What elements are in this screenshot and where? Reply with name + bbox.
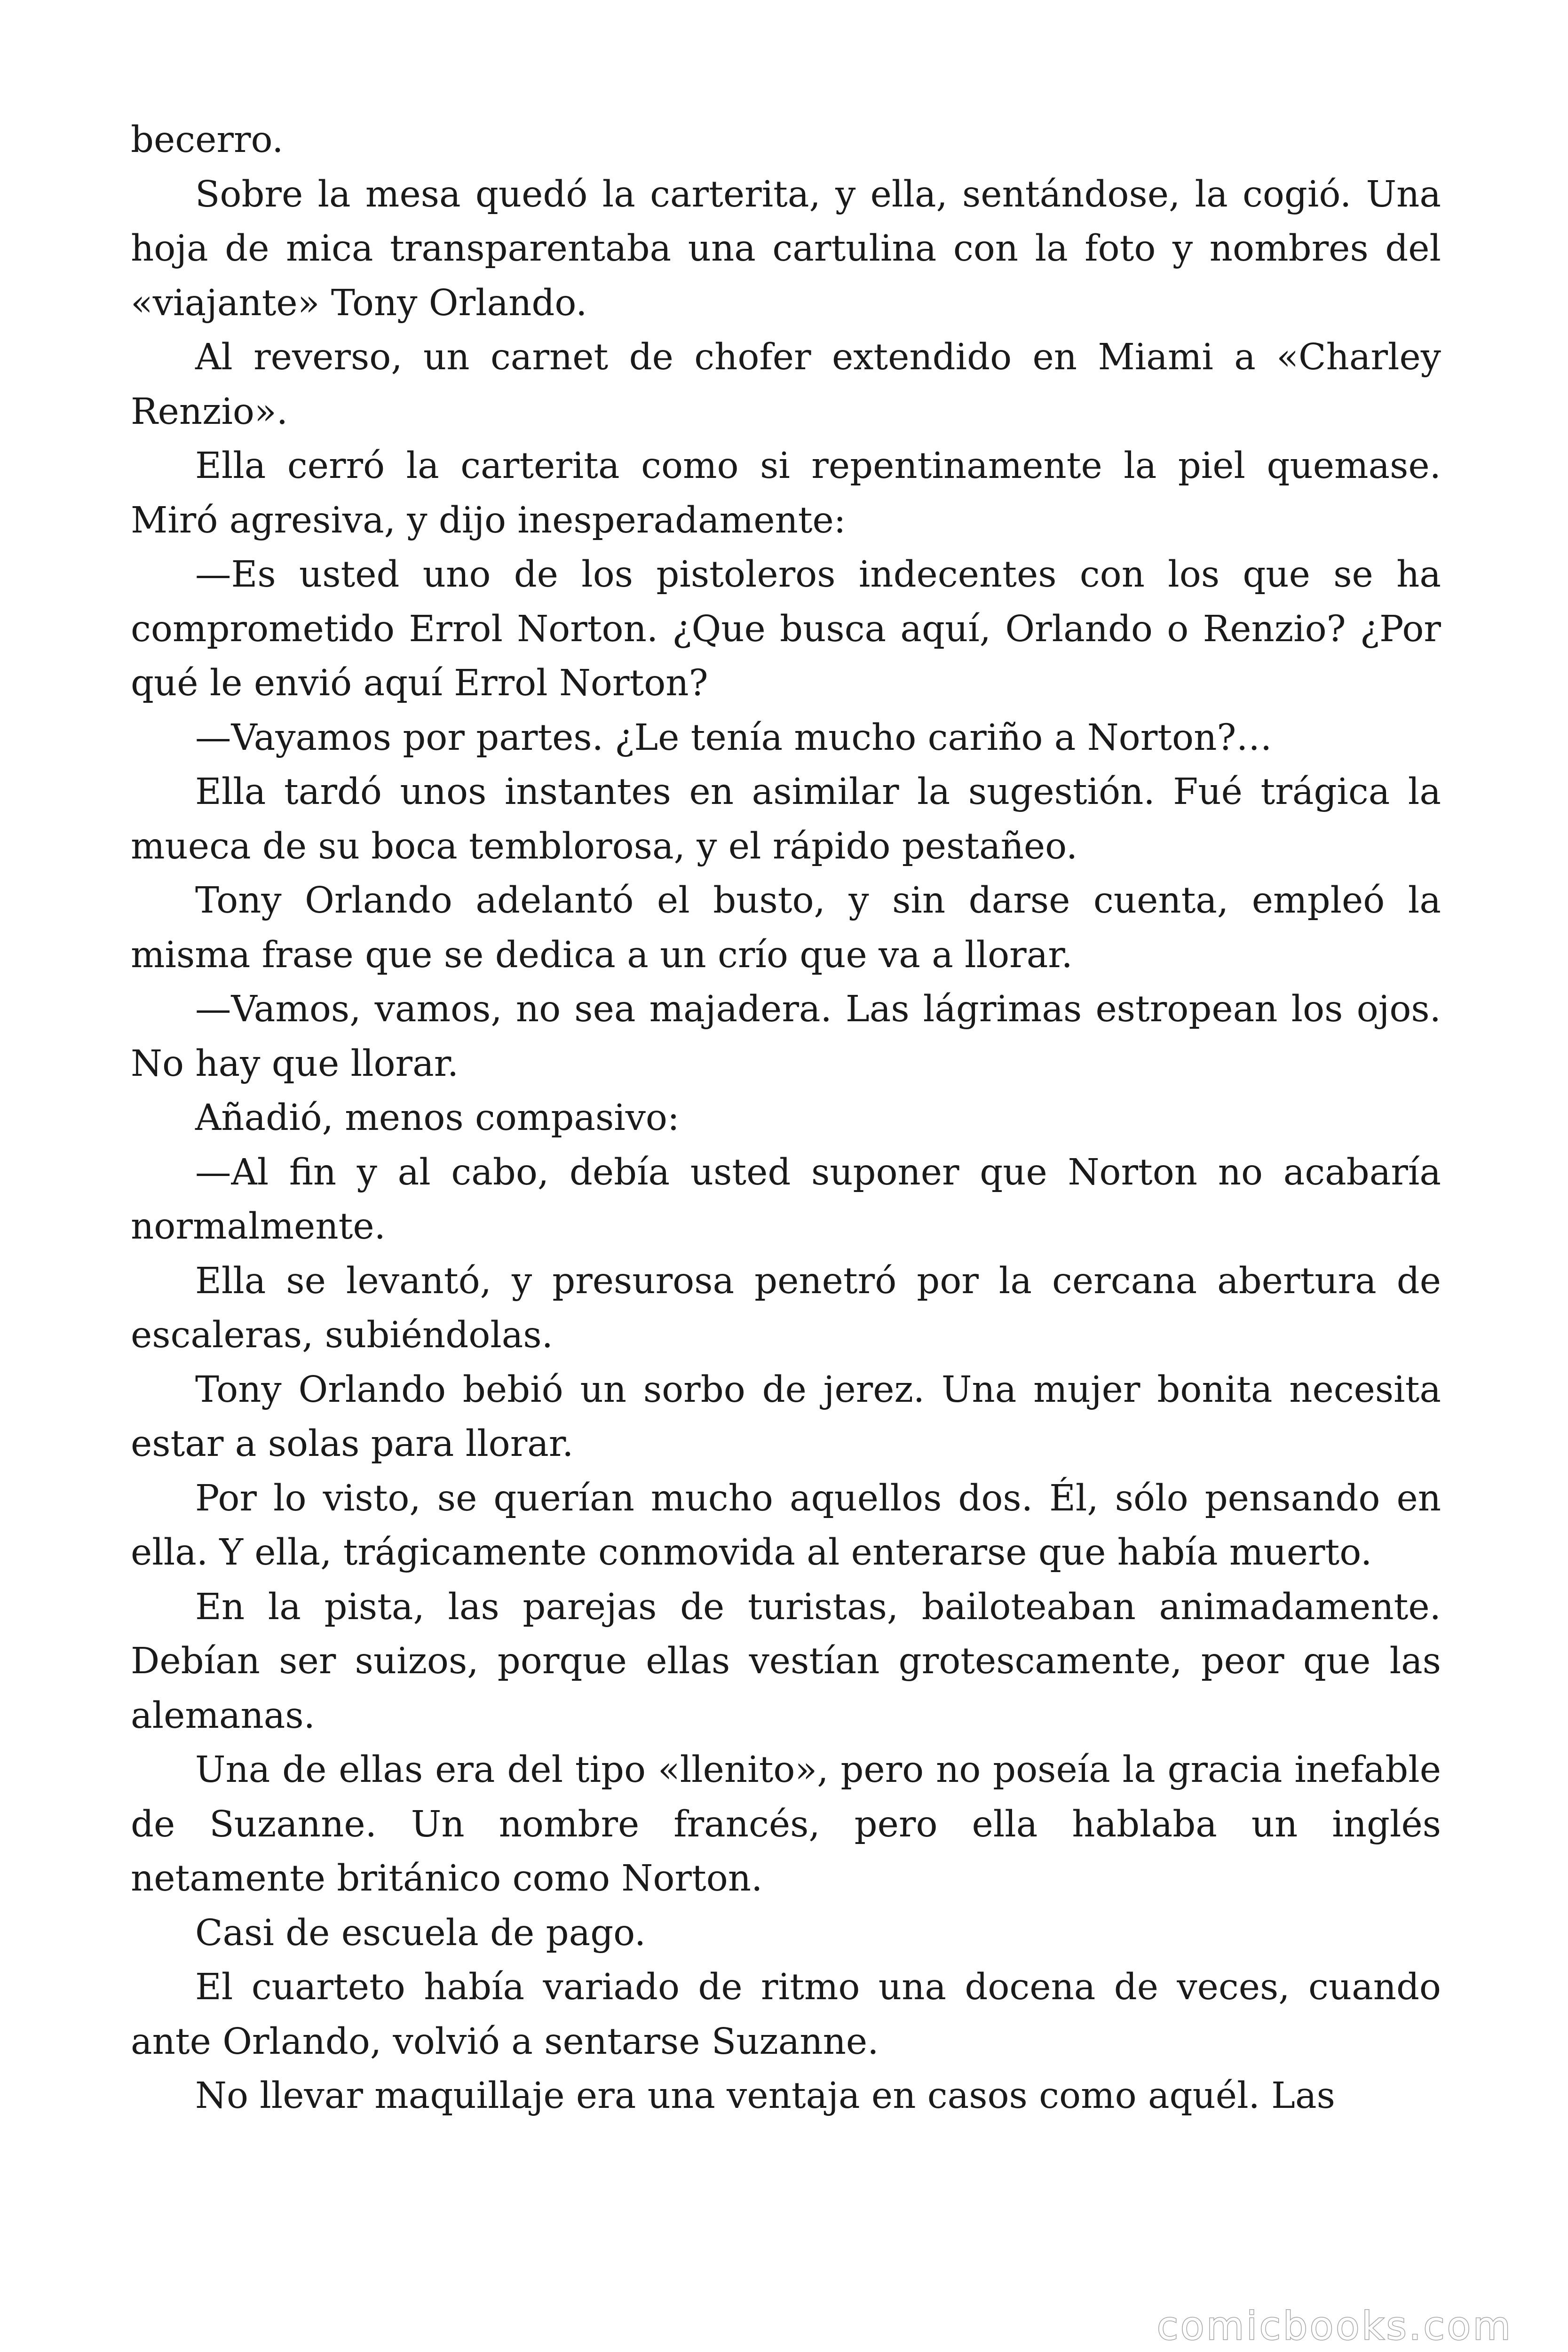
paragraph-11: —Al fin y al cabo, debía usted suponer que Norton no acabaría normalmente. [131, 1151, 1441, 1248]
paragraph-5: —Es usted uno de los pistoleros indecentes con los que se ha comprometido Errol Norton. ¿Que busca aquí, Orlando o Renzio? ¿Por qué le envió aquí Errol Norton? [131, 554, 1441, 704]
paragraph-10: Añadió, menos compasivo: [195, 1097, 680, 1139]
paragraph-12: Ella se levantó, y presurosa penetró por la cercana abertura de escaleras, subiéndolas. [131, 1260, 1441, 1356]
paragraph-8: Tony Orlando adelantó el busto, y sin darse cuenta, empleó la misma frase que se dedica a un crío que va a llorar. [131, 880, 1441, 976]
paragraph-15: En la pista, las parejas de turistas, bailoteaban animadamente. Debían ser suizos, porque ellas vestían grotescamente, peor que las alemanas. [131, 1586, 1441, 1737]
paragraph-2: Sobre la mesa quedó la carterita, y ella, sentándose, la cogió. Una hoja de mica transparentaba una cartulina con la foto y nombres del «viajante» Tony Orlando. [131, 173, 1441, 324]
paragraph-13: Tony Orlando bebió un sorbo de jerez. Una mujer bonita necesita estar a solas para llorar. [131, 1368, 1441, 1465]
paragraph-7: Ella tardó unos instantes en asimilar la sugestión. Fué trágica la mueca de su boca temblorosa, y el rápido pestañeo. [131, 771, 1441, 867]
paragraph-14: Por lo visto, se querían mucho aquellos dos. Él, sólo pensando en ella. Y ella, trágicamente conmovida al enterarse que había muerto. [131, 1477, 1441, 1573]
paragraph-18: El cuarteto había variado de ritmo una docena de veces, cuando ante Orlando, volvió a sentarse Suzanne. [131, 1966, 1441, 2063]
paragraph-19: No llevar maquillaje era una ventaja en casos como aquél. Las [195, 2075, 1335, 2117]
paragraph-6: —Vayamos por partes. ¿Le tenía mucho cariño a Norton?… [195, 716, 1272, 759]
paragraph-17: Casi de escuela de pago. [195, 1912, 646, 1954]
paragraph-3: Al reverso, un carnet de chofer extendido en Miami a «Charley Renzio». [131, 336, 1441, 433]
paragraph-4: Ella cerró la carterita como si repentinamente la piel quemase. Miró agresiva, y dijo inesperadamente: [131, 445, 1441, 541]
paragraph-16: Una de ellas era del tipo «llenito», pero no poseía la gracia inefable de Suzanne. Un nombre francés, pero ella hablaba un inglés netamente británico como Norton. [131, 1749, 1441, 1899]
paragraph-1: becerro. [131, 119, 284, 161]
watermark: comicbooks.com [1157, 2304, 1513, 2349]
paragraph-9: —Vamos, vamos, no sea majadera. Las lágrimas estropean los ojos. No hay que llorar. [131, 988, 1441, 1085]
page-body [131, 113, 1441, 2123]
